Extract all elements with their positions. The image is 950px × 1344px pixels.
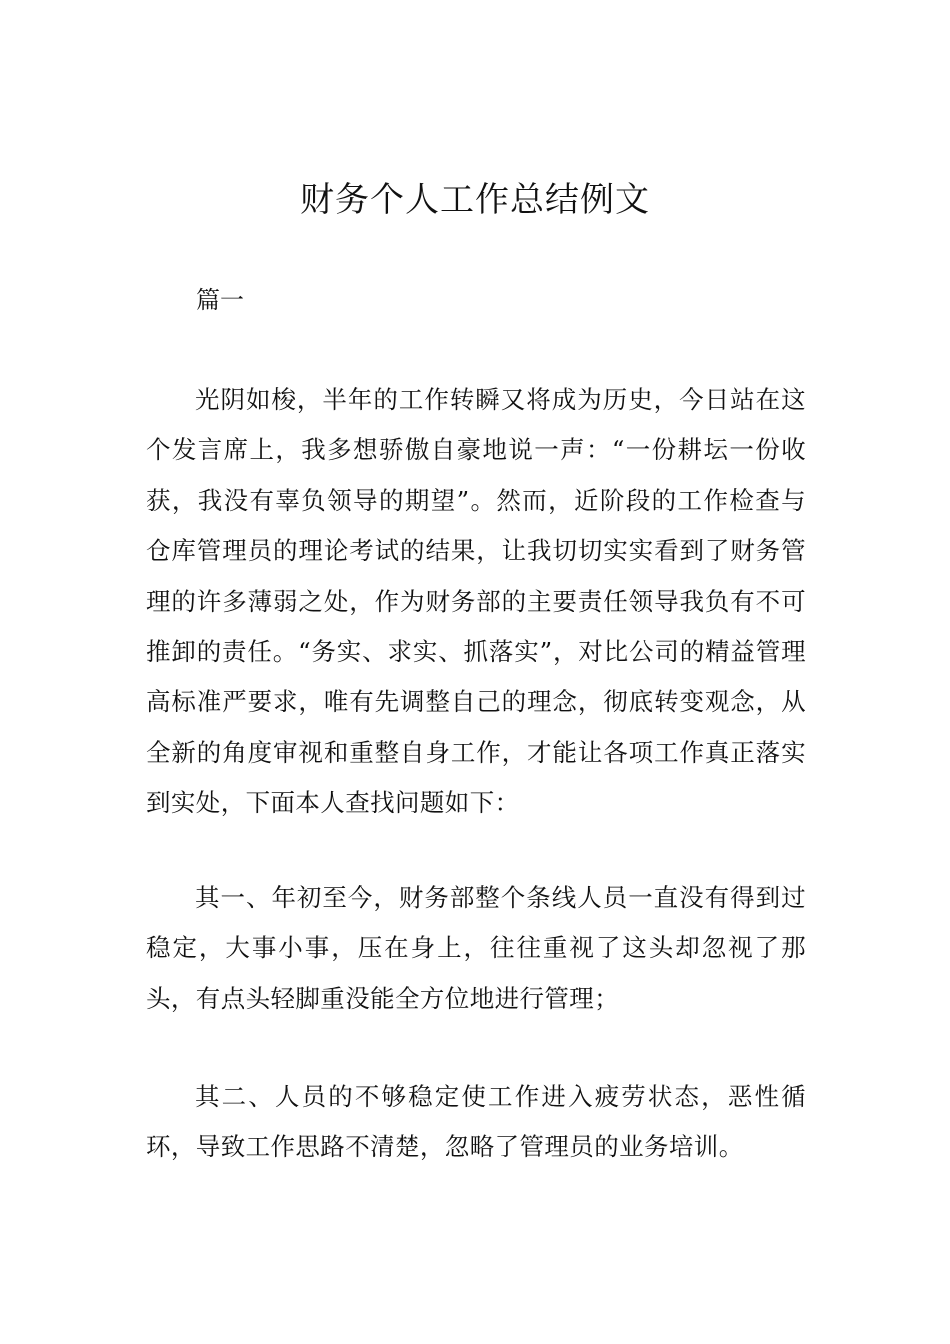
body-paragraph: 其二、人员的不够稳定使工作进入疲劳状态，恶性循环，导致工作思路不清楚，忽略了管理员的业务培训。 (146, 1082, 806, 1162)
body-paragraph: 光阴如梭，半年的工作转瞬又将成为历史，今日站在这个发言席上，我多想骄傲自豪地说一声：“一份耕坛一份收获，我没有辜负领导的期望”。然而，近阶段的工作检查与仓库管理员的理论考试的结果，让我切切实实看到了财务管理的许多薄弱之处，作为财务部的主要责任领导我负有不可推卸的责任。“务实、求实、抓落实”，对比公司的精益管理高标准严要求，唯有先调整自己的理念，彻底转变观念，从全新的角度审视和重整自身工作，才能让各项工作真正落实到实处，下面本人查找问题如下： (146, 385, 806, 818)
section-label: 篇一 (196, 286, 244, 314)
body-paragraph: 其一、年初至今，财务部整个条线人员一直没有得到过稳定，大事小事，压在身上，往往重视了这头却忽视了那头，有点头轻脚重没能全方位地进行管理； (146, 883, 806, 1013)
document-title: 财务个人工作总结例文 (300, 180, 650, 220)
